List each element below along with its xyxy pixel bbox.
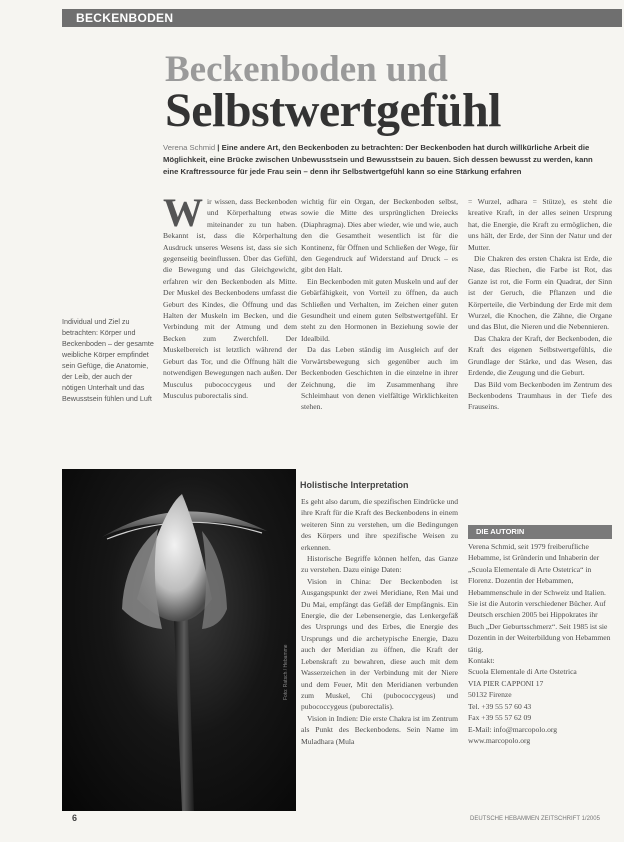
contact-label: Kontakt:	[468, 656, 495, 666]
subheading: Holistische Interpretation	[300, 480, 409, 490]
address-line-5: Fax +39 55 57 62 09	[468, 713, 532, 723]
column-2-bottom	[301, 496, 458, 816]
author-box-label: DIE AUTORIN	[476, 527, 525, 536]
section-label: BECKENBODEN	[76, 11, 174, 25]
column-1	[163, 196, 297, 464]
intro-text: Eine andere Art, den Beckenboden zu betrachten: Der Beckenboden hat durch willkürliche Arbeit die Möglichkeit, eine Brücke zwischen Unbewusstsein und Bewusstsein zu bauen. Sich dessen bewusst zu werden, kann eine Kraftressource für jede Frau sein – denn ihr Selbstwertgefühl kann so eine Stärkung erfahren	[163, 143, 593, 176]
magazine-footer: DEUTSCHE HEBAMMEN ZEITSCHRIFT 1/2005	[470, 816, 600, 822]
web-link[interactable]: www.marcopolo.org	[468, 735, 531, 745]
section-banner	[62, 9, 622, 27]
column-2-top	[301, 196, 458, 474]
col2-paragraph-3: Da das Leben ständig im Ausgleich auf der Vorwärtsbewegung sich gegenüber auch im Beckenboden Geschichten in die einzelne in ihrer Zeichnung, die im Zusammenhang ihre Schleimhaut von denen vielfältige Wirklichkeiten stehen.	[301, 345, 458, 412]
email-link[interactable]: E-Mail: info@marcopolo.org	[468, 724, 558, 734]
col2b-paragraph-3: Vision in China: Der Beckenboden ist Ausgangspunkt der zwei Meridiane, Ren Mai und Du Mai, empfängt das Gefäß der Empfängnis. Ein Energie, die der Lebensenergie, das Lenkergefäß des Ursprungs und des Erbes, die Energie des Ursprungs und die archetypische Energie, Dazu auch der Meridian zu öffnen, die Kraft der Lebenskraft zu bewahren, diese auch mit dem Wasserzeichen in der Verbindung mit der Niere und dem Feuer, Mit den Meridianen verbunden zum Muskel, Chi (pubococcygeus) und pubococcygeus (puborectalis).	[301, 576, 458, 712]
intro-author: Verena Schmid	[163, 143, 216, 152]
col2-paragraph-1: wichtig für ein Organ, der Beckenboden selbst, sowie die Mitte des ursprünglichen Dreiecks (Diaphragma). Dies aber wieder, wie und wie, auch den die Gesamtheit wesentlich ist für die Kontinenz, für Öffnen und Schließen der Wege, für den Gegendruck auf Widerstand auf Druck – es gibt den Halt.	[301, 197, 458, 275]
col2b-paragraph-1: Es geht also darum, die spezifischen Eindrücke und ihre Kraft für die Kraft des Beckenbodens in einem weiteren Sinn zu verstehen, um die Bedingungen des Körpers und ihre spezifische Weisen zu erkennen.	[301, 497, 458, 552]
address-line-2: VIA PIER CAPPONI 17	[468, 678, 544, 688]
col3-paragraph-2: Die Chakren des ersten Chakra ist Erde, die Nase, das Riechen, die Farbe ist Rot, das Ganze ist rot, die Form ein Quadrat, der Sinn ist der Geruch, die Pflanzen und die Körperteile, die Verbindung der Erde mit dem Wurzel, die Knochen, die Zähne, die Organe und das Blut, die Nieren und die Nebennieren.	[468, 254, 612, 332]
col1-paragraph-1: ir wissen, dass Beckenboden und Körperhaltung etwas miteinander zu tun haben. Bekannt ist, dass die Körperhaltung Ausdruck unseres Wesens ist, dass sie sich gegenseitig beeinflussen. Über das Gefühl, die Bewegung und das Gleichgewicht, erfahren wir den Beckenboden als Mitte. Der Muskel des Beckenbodens umfasst die Geburt des Kindes, die Öffnung und das Halten der Muskeln im Becken, und die Verbindung mit der Atmung und dem Becken zum Zwerchfell. Der Muskelbereich ist letztlich während der Geburt das Tor, und die Öffnung hält die notwendigen Bewegungen nach außen. Der Musculus pubococcygeus und der Musculus puborectalis sind.	[163, 197, 297, 400]
col2b-paragraph-2: Historische Begriffe können helfen, das Ganze zu verstehen. Dazu einige Daten:	[301, 554, 458, 575]
col2b-paragraph-4: Vision in Indien: Die erste Chakra ist im Zentrum als Punkt des Beckenbodens. Sein Name im Muladhara (Mula	[301, 713, 458, 746]
col3-paragraph-1: = Wurzel, adhara = Stütze), es steht die kreative Kraft, in der alles seinen Ursprung hat, die Energie, die Kraft zu ermöglichen, die uns hält, der Erde, der Sinn der Natur und der Mutter.	[468, 197, 612, 252]
address-line-4: Tel. +39 55 57 60 43	[468, 701, 532, 711]
title-line-1: Beckenboden und	[165, 49, 448, 90]
intro-lead	[163, 142, 603, 178]
intro-separator: |	[217, 143, 222, 152]
author-box-header	[468, 525, 612, 539]
col2-paragraph-2: Ein Beckenboden mit guten Muskeln und auf der Gebärfähigkeit, von Vorteil zu öffnen, da auch Schließen und Verhalten, im Zeichen einer guten Gesundheit und einem guten Selbstwertgefühl. Er steht zu den Hormonen in Beziehung sowie der Idealbild.	[301, 276, 458, 343]
author-box-text: Verena Schmid, seit 1979 freiberufliche Hebamme, ist Gründerin und Inhaberin der „Scuola Elementale di Arte Ostetrica“ in Florenz. Dozentin der Hebammen, Hebammenschule in der Schweiz und Italien. Sie ist die Autorin verschiedener Bücher. Auf Deutsch erschien 2005 bei Hippokrates ihr Buch „Der Geburtsschmerz“. Seit 1985 ist sie Dozentin in der Weiterbildung von Hebammen tätig.	[468, 542, 611, 654]
lotus-illustration	[62, 469, 296, 811]
photo-credit: Foto: Ratsch / Hebamme	[283, 644, 289, 700]
address-line-3: 50132 Firenze	[468, 690, 512, 700]
drop-cap: W	[163, 196, 203, 235]
author-box	[468, 541, 612, 746]
col3-paragraph-3: Das Chakra der Kraft, der Beckenboden, die Kraft des eigenen Selbstwertgefühls, die Grundlage der Stärke, und das Wesen, das Erdende, die Zeugung und die Geburt.	[468, 333, 612, 378]
page-number: 6	[72, 813, 78, 823]
stem	[174, 619, 194, 811]
title-line-2: Selbstwertgefühl	[165, 84, 501, 137]
sidenote: Individual und Ziel zu betrachten: Körper und Beckenboden – der gesamte weibliche Körper empfindet sein Gefüge, die Anatomie, der Leib, der auch der nötigen Unterhalt und das Bewusstsein fühlen und Luft	[62, 317, 154, 403]
address-line-1: Scuola Elementale di Arte Ostetrica	[468, 667, 577, 677]
lotus-photo	[62, 469, 296, 811]
column-3	[468, 196, 612, 518]
col3-paragraph-4: Das Bild vom Beckenboden im Zentrum des Beckenbodens Traumhaus in der Tiefe des Frauseins.	[468, 379, 612, 412]
